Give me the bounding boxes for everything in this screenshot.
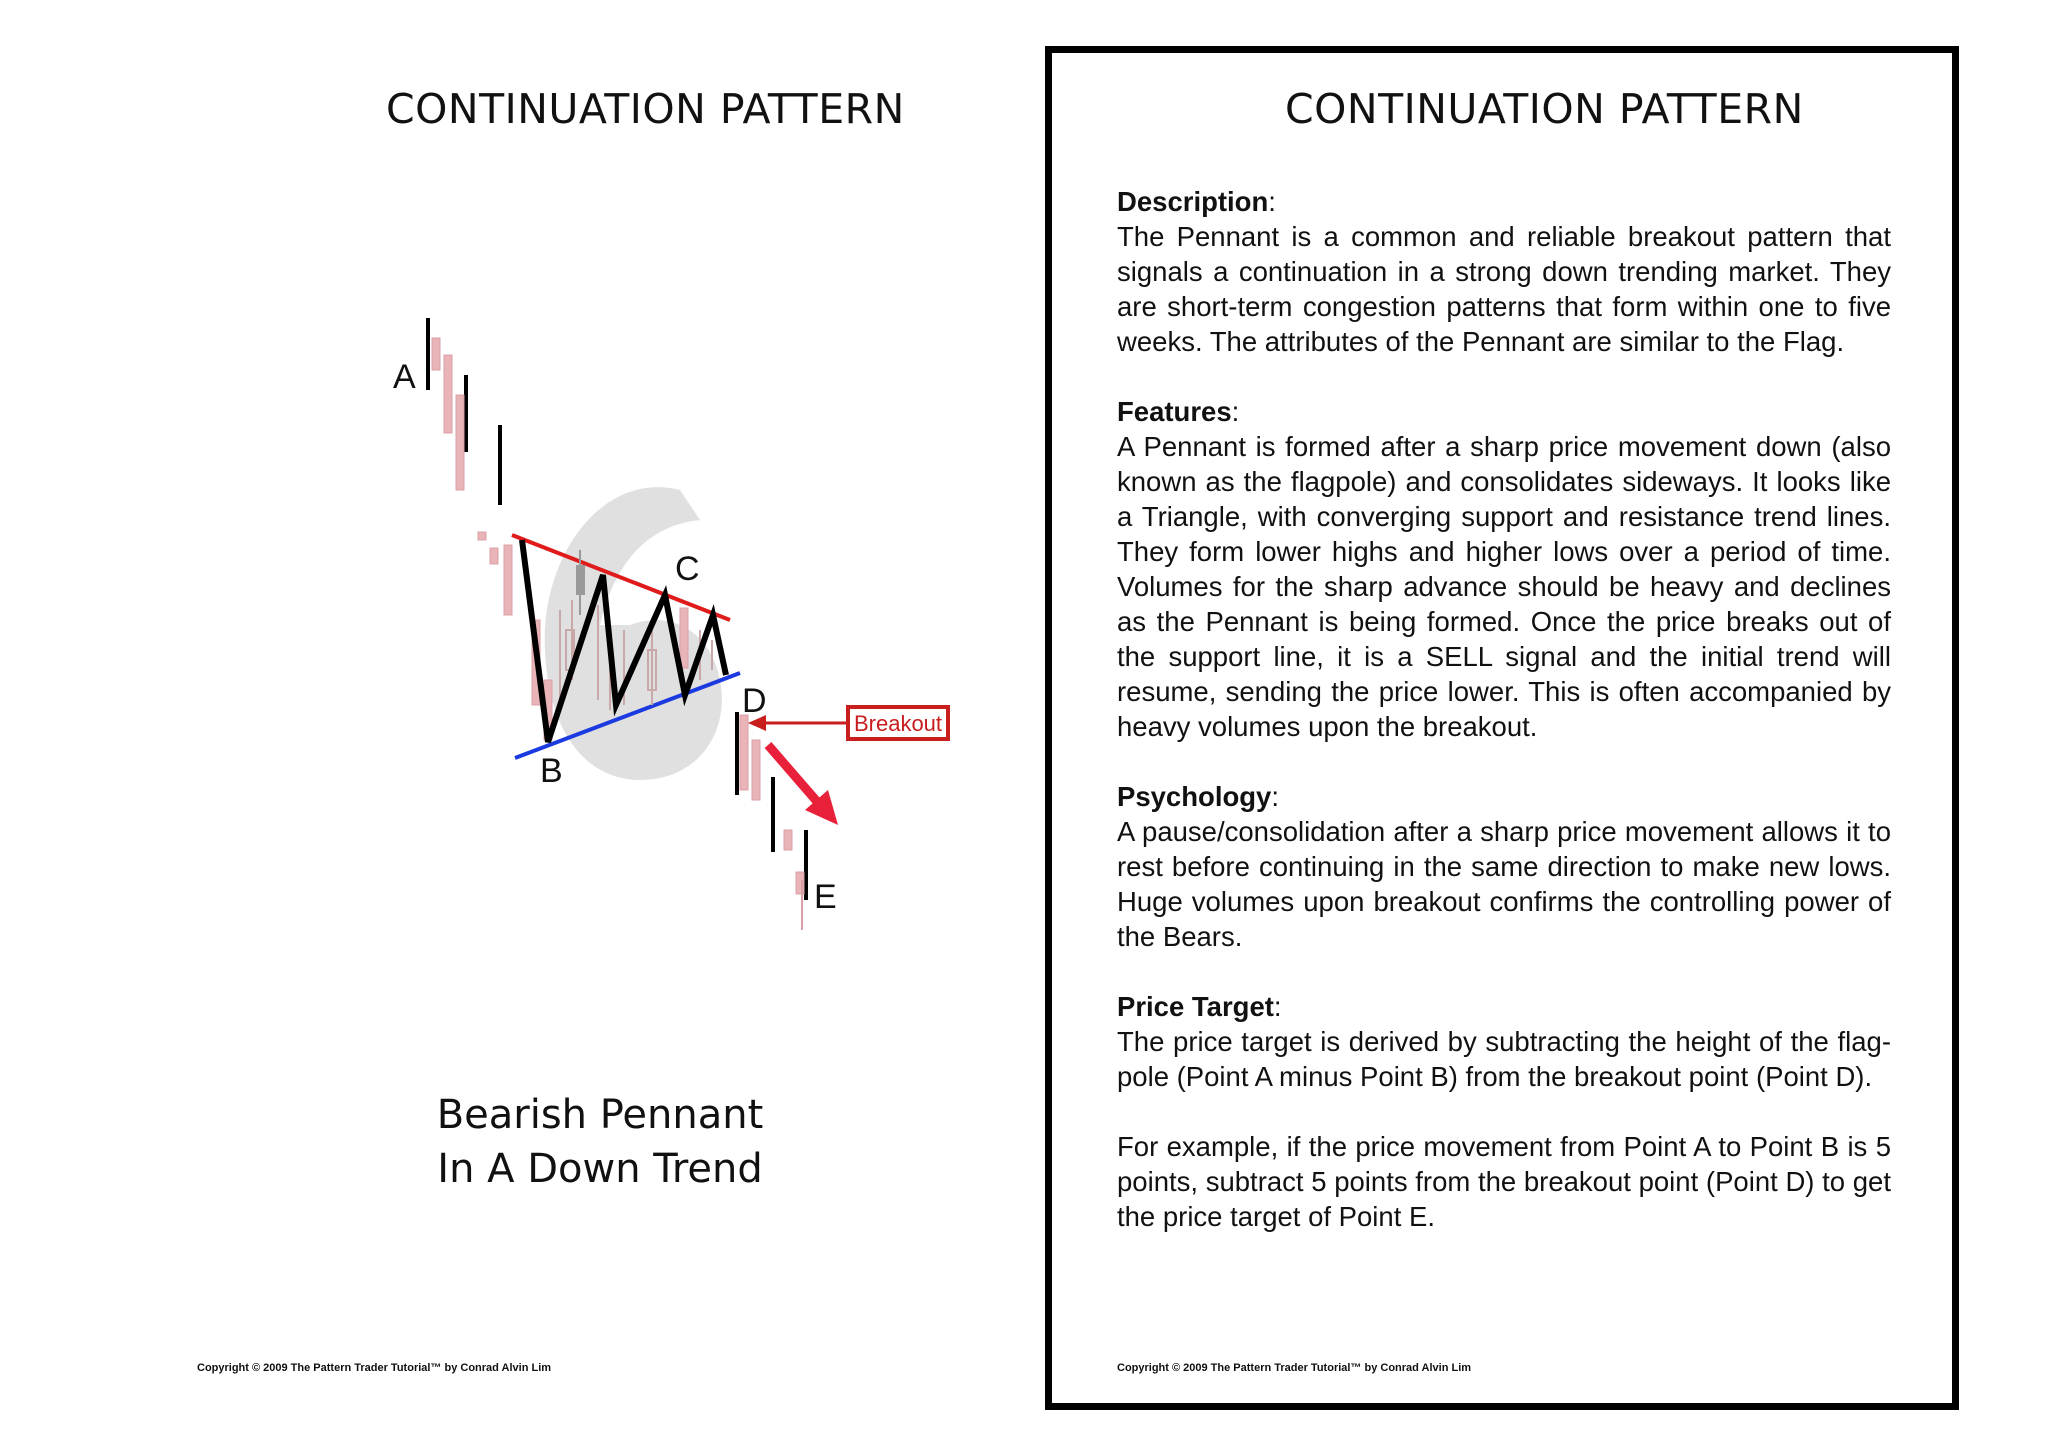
section-features: Features: A Pennant is formed after a sharp price movement down (also known as the flagpole) and consolidates sideways. It looks like a Triangle, with converging support and resistance trend lines. They form lower highs and higher lows over a period of time. Volumes for the sharp advance should be heavy and declines as the Pennant is being formed. Once the price breaks out of the support line, it is a SELL signal and the initial trend will resume, sending the price lower. This is often accompanied by heavy volumes upon the breakout.: [1117, 396, 1891, 742]
left-page-title: CONTINUATION PATTERN: [386, 85, 905, 133]
breakout-label: Breakout: [853, 711, 943, 736]
section-paragraph: A pause/consolidation after a sharp price movement allows it to rest before continuing in the same direction to make new lows. Huge volumes upon breakout confirms the controlling power of the Bears.: [1117, 816, 1891, 952]
candle: [504, 545, 512, 615]
candles: [428, 318, 806, 930]
candle: [680, 608, 688, 668]
candle: [444, 355, 452, 433]
down-arrow-line: [768, 745, 820, 805]
section-price-target: Price Target: The price target is derived by subtracting the height of the flag-pole (Point A minus Point B) from the breakout point (Point D). For example, if the price movement from Point A to Point B is 5 points, subtract 5 points from the breakout point (Point D) to get the price target of Point E.: [1117, 991, 1891, 1232]
right-copyright: Copyright © 2009 The Pattern Trader Tutorial™ by Conrad Alvin Lim: [1117, 1362, 1472, 1374]
candle: [490, 548, 498, 564]
pennant-chart: [360, 300, 960, 940]
section-heading: Features: [1117, 396, 1232, 427]
section-paragraph: For example, if the price movement from Point A to Point B is 5 points, subtract 5 points from the breakout point (Point D) to get the price target of Point E.: [1117, 1131, 1891, 1232]
section-heading: Price Target: [1117, 991, 1274, 1022]
candle: [740, 715, 748, 790]
point-label-e: E: [814, 878, 837, 916]
right-page-content: [1117, 184, 1891, 1269]
candle: [432, 338, 440, 370]
point-label-a: A: [393, 358, 416, 396]
point-label-d: D: [742, 682, 767, 720]
point-label-b: B: [540, 752, 563, 790]
section-heading: Description: [1117, 186, 1269, 217]
point-label-c: C: [675, 550, 700, 588]
section-paragraph: The price target is derived by subtracting the height of the flag-pole (Point A minus Point B) from the breakout point (Point D).: [1117, 1026, 1891, 1092]
section-psychology: Psychology: A pause/consolidation after a sharp price movement allows it to rest before continuing in the same direction to make new lows. Huge volumes upon breakout confirms the controlling power of the Bears.: [1117, 781, 1891, 952]
candle: [456, 395, 464, 490]
section-paragraph: A Pennant is formed after a sharp price movement down (also known as the flagpole) and consolidates sideways. It looks like a Triangle, with converging support and resistance trend lines. They form lower highs and higher lows over a period of time. Volumes for the sharp advance should be heavy and declines as the Pennant is being formed. Once the price breaks out of the support line, it is a SELL signal and the initial trend will resume, sending the price lower. This is often accompanied by heavy volumes upon the breakout.: [1117, 431, 1891, 742]
section-paragraph: The Pennant is a common and reliable breakout pattern that signals a continuation in a strong down trending market. They are short-term congestion patterns that form within one to five weeks. The attributes of the Pennant are similar to the Flag.: [1117, 221, 1891, 357]
section-description: Description: The Pennant is a common and reliable breakout pattern that signals a continuation in a strong down trending market. They are short-term congestion patterns that form within one to five weeks. The attributes of the Pennant are similar to the Flag.: [1117, 186, 1891, 357]
caption-line-2: In A Down Trend: [437, 1146, 763, 1192]
candle: [784, 830, 792, 850]
caption-line-1: Bearish Pennant: [436, 1092, 764, 1138]
section-heading: Psychology: [1117, 781, 1272, 812]
candle: [752, 740, 760, 800]
candle: [478, 532, 486, 540]
left-copyright: Copyright © 2009 The Pattern Trader Tutorial™ by Conrad Alvin Lim: [197, 1362, 552, 1374]
right-page-title: CONTINUATION PATTERN: [1285, 85, 1804, 133]
